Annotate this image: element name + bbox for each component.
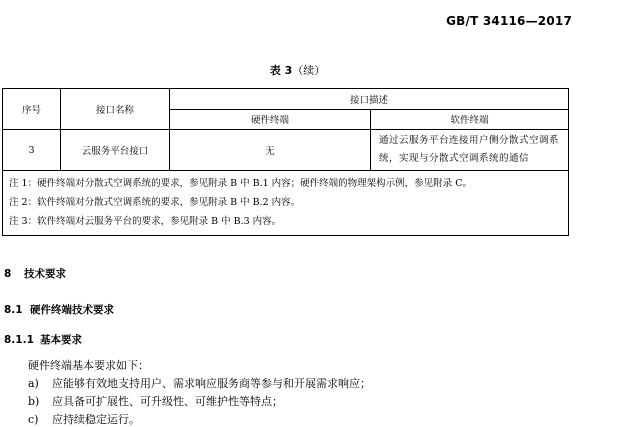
table-caption-number: 表 3 (269, 64, 293, 77)
list-marker: c) (28, 413, 39, 426)
header-software-terminal: 软件终端 (371, 109, 569, 130)
note-2: 注 2：软件终端对分散式空调系统的要求，参见附录 B 中 B.2 内容。 (9, 197, 301, 208)
intro-paragraph: 硬件终端基本要求如下： (28, 359, 149, 372)
table-caption-continued: （续） (292, 64, 326, 77)
list-marker: b) (28, 395, 40, 408)
cell-software: 通过云服务平台连接用户侧分散式空调系统，实现与分散式空调系统的通信 (371, 130, 569, 171)
interface-table (2, 88, 569, 236)
list-text: 应具备可扩展性、可升级性、可维护性等特点； (52, 395, 283, 408)
section-8-1-title: 硬件终端技术要求 (30, 304, 114, 316)
list-item (28, 411, 140, 427)
section-8-heading (4, 266, 66, 281)
table-notes (3, 171, 569, 236)
header-hardware-terminal: 硬件终端 (170, 109, 371, 130)
header-interface-desc: 接口描述 (170, 89, 569, 110)
section-8-1-1-title: 基本要求 (40, 334, 82, 346)
section-8-1-1-heading (4, 332, 82, 347)
section-8-1-number: 8.1 (4, 304, 23, 316)
list-marker: a) (28, 377, 39, 390)
header-interface-name: 接口名称 (61, 89, 170, 130)
cell-interface-name: 云服务平台接口 (61, 130, 170, 171)
cell-hardware: 无 (170, 130, 371, 171)
list-item (28, 375, 371, 391)
table-row (3, 130, 569, 171)
header-seq: 序号 (3, 89, 61, 130)
cell-seq: 3 (3, 130, 61, 171)
section-8-1-heading (4, 302, 114, 317)
table-caption (0, 62, 595, 78)
section-8-1-1-number: 8.1.1 (4, 334, 34, 346)
standard-number: GB/T 34116—2017 (446, 14, 572, 28)
list-text: 应持续稳定运行。 (52, 413, 140, 426)
list-item (28, 393, 283, 409)
section-8-title: 技术要求 (24, 268, 66, 280)
list-text: 应能够有效地支持用户、需求响应服务商等参与和开展需求响应； (52, 377, 371, 390)
note-3: 注 3：软件终端对云服务平台的要求，参见附录 B 中 B.3 内容。 (9, 216, 282, 227)
section-8-number: 8 (4, 268, 12, 280)
note-1: 注 1：硬件终端对分散式空调系统的要求，参见附录 B 中 B.1 内容；硬件终端的物理架构示例，参见附录 C。 (9, 178, 472, 189)
